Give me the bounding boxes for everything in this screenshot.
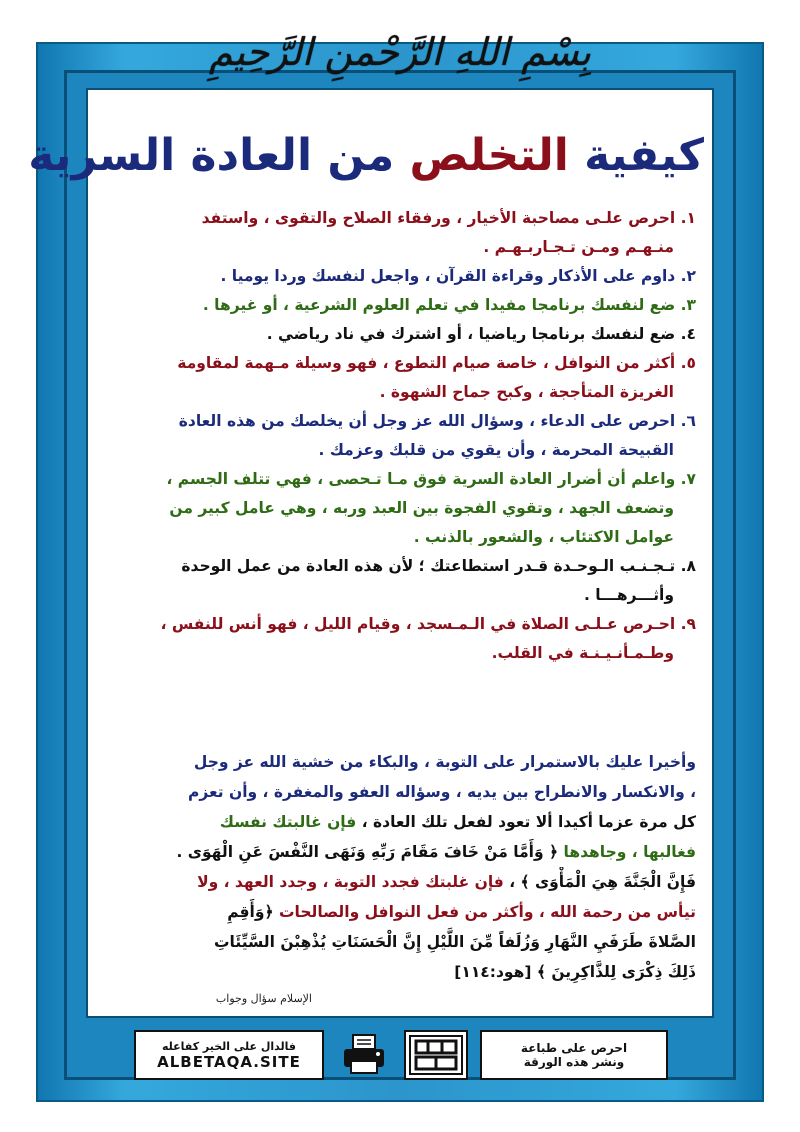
- closing-line: وأخيرا عليك بالاستمرار على التوبة ، والبكاء من خشية الله عز وجل: [193, 753, 696, 771]
- print-note-box: [480, 1030, 668, 1080]
- tip-line: ٤. ضع لنفسك برنامجا رياضيا ، أو اشترك في ناد رياضي .: [266, 325, 696, 343]
- tips-list: [106, 204, 696, 668]
- tip-item: [106, 407, 696, 465]
- tip-line: الغريزة المتأججة ، وكبح جماح الشهوة .: [379, 383, 674, 401]
- closing-text: فإن غلبتك فجدد التوبة ، وجدد العهد ، ولا: [197, 873, 504, 891]
- title-part-2: التخلص: [409, 130, 569, 181]
- tip-line: ٧. واعلم أن أضرار العادة السرية فوق مـا تـحصى ، فهي تتلف الجسم ،: [166, 470, 696, 488]
- closing-text: فإن غالبتك نفسك: [219, 813, 357, 831]
- source-credit: الإسلام سؤال وجواب: [215, 992, 312, 1005]
- tip-line: منـهـم ومـن تـجـاربـهـم .: [483, 238, 674, 256]
- quran-verse: ﴿ وَأَمَّا مَنْ خَافَ مَقَامَ رَبِّهِ وَنَهَى النَّفْسَ عَنِ الْهَوَى .: [176, 843, 559, 861]
- tip-item: [106, 610, 696, 668]
- tip-line: وطـمـأنـيـنـة في القلب.: [491, 644, 674, 662]
- quran-verse: ذَلِكَ ذِكْرَى لِلذَّاكِرِينَ ﴾ [هود:١١٤]: [454, 963, 696, 981]
- tip-item: [106, 204, 696, 262]
- footer-bar: [134, 1030, 668, 1080]
- title-part-3: من العادة السرية: [28, 130, 395, 181]
- tip-line: ٨. تـجـنـب الـوحـدة قـدر استطاعتك ؛ لأن هذه العادة من عمل الوحدة: [181, 557, 696, 575]
- tip-line: ٩. احـرص عـلـى الصلاة في الـمـسجد ، وقيام الليل ، فهو أنس للنفس ،: [160, 615, 696, 633]
- closing-text: تيأس من رحمة الله ، وأكثر من فعل النوافل والصالحات: [278, 903, 696, 921]
- tip-line: عوامل الاكتئاب ، والشعور بالذنب .: [413, 528, 674, 546]
- site-tagline: فالدال على الخير كفاعله: [161, 1039, 297, 1053]
- tip-line: ٥. أكثر من النوافل ، خاصة صيام التطوع ، فهو وسيلة مـهمة لمقاومة: [177, 354, 696, 372]
- closing-line: [106, 867, 696, 897]
- site-url[interactable]: ALBETAQA.SITE: [157, 1052, 301, 1071]
- quran-verse: ﴿وَأَقِمِ: [227, 903, 274, 921]
- closing-line: [106, 837, 696, 867]
- tip-item: [106, 262, 696, 291]
- tip-item: [106, 291, 696, 320]
- page-title: [28, 124, 704, 188]
- closing-paragraph: [106, 747, 696, 987]
- closing-text: فغالبها ، وجاهدها: [563, 843, 696, 861]
- tip-item: [106, 349, 696, 407]
- tip-line: ٢. داوم على الأذكار وقراءة القرآن ، واجعل لنفسك وردا يوميا .: [220, 267, 696, 285]
- print-note-line: احرص على طباعة: [520, 1041, 628, 1055]
- print-note-line: ونشر هذه الورقة: [523, 1055, 625, 1069]
- tip-item: [106, 465, 696, 552]
- tip-line: القبيحة المحرمة ، وأن يقوي من قلبك وعزمك .: [318, 441, 674, 459]
- tip-item: [106, 320, 696, 349]
- tip-line: وتضعف الجهد ، وتقوي الفجوة بين العبد وربه ، وهي عامل كبير من: [169, 499, 674, 517]
- title-part-1: كيفية: [584, 130, 704, 181]
- basmala-calligraphy: بِسْمِ اللهِ الرَّحْمنِ الرَّحِيمِ: [209, 30, 591, 74]
- tip-item: [106, 552, 696, 610]
- quran-verse: الصَّلاةَ طَرَفَيِ النَّهَارِ وَزُلَفاً مِّنَ اللَّيْلِ إِنَّ الْحَسَنَاتِ يُذْهِبْنَ السَّيِّئَاتِ: [213, 933, 696, 951]
- tip-line: ٣. ضع لنفسك برنامجا مفيدا في تعلم العلوم الشرعية ، أو غيرها .: [202, 296, 696, 314]
- tip-line: وأثـــرهـــا .: [583, 586, 674, 604]
- closing-line: [106, 897, 696, 927]
- closing-line: ، والانكسار والانطراح بين يديه ، وسؤاله العفو والمغفرة ، وأن تعزم: [188, 783, 696, 801]
- closing-line: [106, 807, 696, 837]
- site-box: [134, 1030, 324, 1080]
- dawa-logo: [404, 1030, 468, 1080]
- tip-line: ١. احرص علـى مصاحبة الأخيار ، ورفقاء الصلاح والتقوى ، واستفد: [201, 209, 696, 227]
- tip-line: ٦. احرص على الدعاء ، وسؤال الله عز وجل أن يخلصك من هذه العادة: [178, 412, 696, 430]
- quran-verse: فَإِنَّ الْجَنَّةَ هِيَ الْمَأْوَى ﴾ ،: [509, 873, 696, 891]
- printer-icon: [336, 1030, 392, 1080]
- closing-text: كل مرة عزما أكيدا ألا تعود لفعل تلك العادة ،: [361, 813, 696, 831]
